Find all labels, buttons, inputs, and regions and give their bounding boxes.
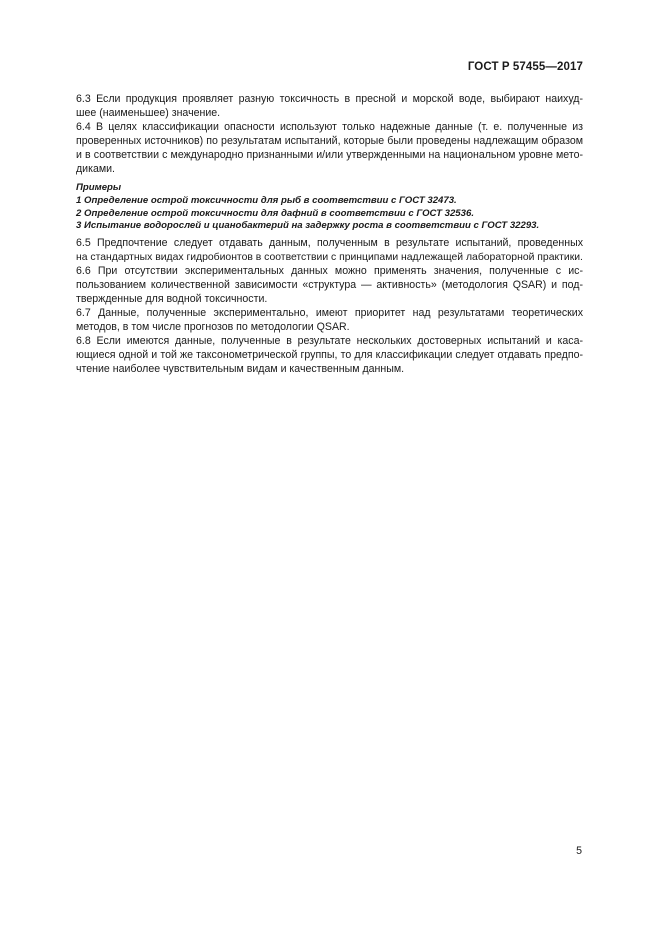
- example-item-3: 3 Испытание водорослей и цианобактерий на задержку роста в соответствии с ГОСТ 32293.: [76, 220, 540, 231]
- p66-line1: 6.6 При отсутствии экспериментальных данных можно применять значения, полученные с ис-: [76, 265, 583, 277]
- example-item-2: 2 Определение острой токсичности для дафний в соответствии с ГОСТ 32536.: [76, 208, 474, 219]
- p68-line3: чтение наиболее чувствительным видам и качественным данным.: [76, 363, 405, 375]
- page-number: 5: [576, 845, 582, 857]
- p64-line1: 6.4 В целях классификации опасности используют только надежные данные (т. е. полученные из: [76, 121, 583, 133]
- document-header: ГОСТ Р 57455—2017: [467, 61, 583, 73]
- p68-line2: ющиеся одной и той же таксонометрической группы, то для классификации следует отдавать предпо-: [76, 349, 583, 361]
- p68-line1: 6.8 Если имеются данные, полученные в результате нескольких достоверных испытаний и каса-: [76, 335, 583, 347]
- p64-line2: проверенных источников) по результатам испытаний, которые были проведены надлежащим образом: [76, 135, 583, 147]
- p67-line2: методов, в том числе прогнозов по методологии QSAR.: [76, 321, 350, 333]
- p65-line1: 6.5 Предпочтение следует отдавать данным, полученным в результате испытаний, проведенных: [76, 237, 583, 249]
- p63-line2: шее (наименьшее) значение.: [76, 107, 221, 119]
- example-item-1: 1 Определение острой токсичности для рыб в соответствии с ГОСТ 32473.: [76, 195, 457, 206]
- p66-line2: пользованием количественной зависимости «структура — активность» (методология QSAR) и под-: [76, 279, 583, 291]
- examples-title: Примеры: [76, 182, 122, 193]
- p65-line2: на стандартных видах гидробионтов в соответствии с принципами надлежащей лабораторной практики.: [76, 252, 583, 263]
- p64-line3: и в соответствии с международно признанными и/или утвержденными на национальном уровне мето-: [76, 149, 583, 161]
- p66-line3: твержденные для водной токсичности.: [76, 293, 268, 305]
- p63-line1: 6.3 Если продукция проявляет разную токсичность в пресной и морской воде, выбирают наихуд-: [76, 93, 583, 105]
- p64-line4: диками.: [76, 163, 116, 175]
- p67-line1: 6.7 Данные, полученные экспериментально, имеют приоритет над результатами теоретических: [76, 307, 583, 319]
